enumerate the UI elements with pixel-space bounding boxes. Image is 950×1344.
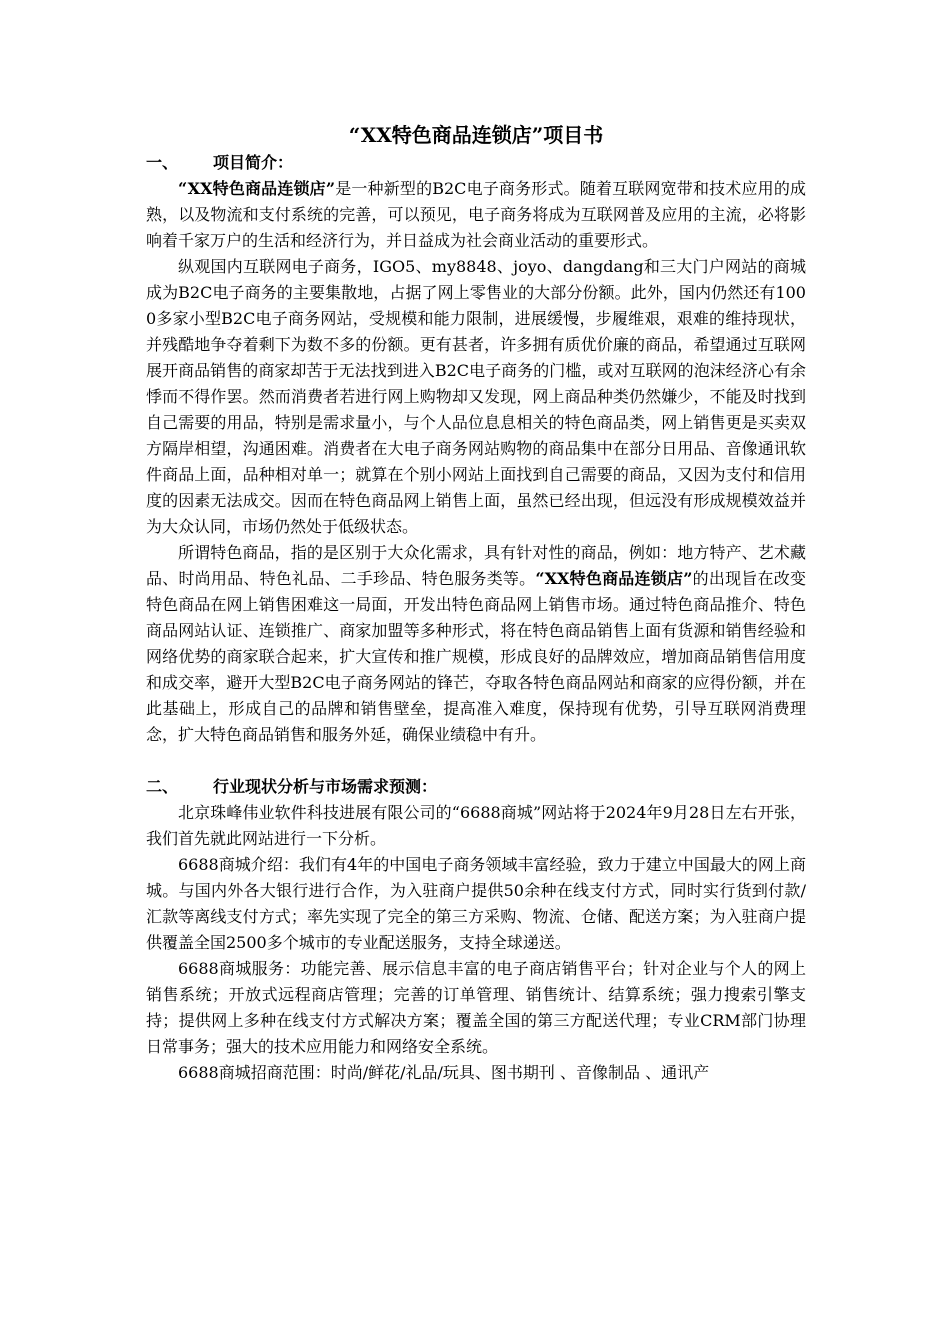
document-title: “XX特色商品连锁店”项目书	[348, 123, 604, 147]
paragraph-intro-3	[146, 540, 806, 748]
bold-store-name: “XX特色商品连锁店”	[178, 179, 336, 198]
section-title: 行业现状分析与市场需求预测：	[213, 777, 438, 796]
paragraph-intro-2: 纵观国内互联网电子商务，IGO5、my8848、joyo、dangdang和三大门户网站的商城成为B2C电子商务的主要集散地，占据了网上零售业的大部分份额。此外，国内仍然还有1000多家小型B2C电子商务网站，受规模和能力限制，进展缓慢，步履维艰，艰难的维持现状，并残酷地争夺着剩下为数不多的份额。更有甚者，许多拥有质优价廉的商品，希望通过互联网展开商品销售的商家却苦于无法找到进入B2C电子商务的门槛，或对互联网的泡沫经济心有余悸而不得作罢。然而消费者若进行网上购物却又发现，网上商品种类仍然嫌少，不能及时找到自己需要的用品，特别是需求量小，与个人品位息息相关的特色商品类，网上销售更是买卖双方隔岸相望，沟通困难。消费者在大电子商务网站购物的商品集中在部分日用品、音像通讯软件商品上面，品种相对单一；就算在个别小网站上面找到自己需要的商品，又因为支付和信用度的因素无法成交。因而在特色商品网上销售上面，虽然已经出现，但远没有形成规模效益并为大众认同，市场仍然处于低级状态。	[146, 257, 806, 536]
section-title: 项目简介：	[213, 153, 294, 172]
paragraph-text: 所谓特色商品，指的是区别于大众化需求，具有针对性的商品，例如：地方特产、艺术藏品、时尚用品、特色礼品、二手珍品、特色服务类等。	[146, 543, 806, 588]
paragraph-intro-1	[146, 176, 806, 254]
section-heading-industry-analysis	[146, 774, 806, 800]
section-heading-introduction	[146, 150, 806, 176]
paragraph-analysis-4: 6688商城招商范围：时尚/鲜花/礼品/玩具、图书期刊 、音像制品 、通讯产	[178, 1063, 710, 1082]
paragraph-text: 的出现旨在改变特色商品在网上销售困难这一局面，开发出特色商品网上销售市场。通过特色商品推介、特色商品网站认证、连锁推广、商家加盟等多种形式，将在特色商品销售上面有货源和销售经验和网络优势的商家联合起来，扩大宣传和推广规模，形成良好的品牌效应，增加商品销售信用度和成交率，避开大型B2C电子商务网站的锋芒，夺取各特色商品网站和商家的应得份额，并在此基础上，形成自己的品牌和销售壁垒，提高准入难度，保持现有优势，引导互联网消费理念，扩大特色商品销售和服务外延，确保业绩稳中有升。	[146, 569, 806, 744]
paragraph-analysis-2: 6688商城介绍：我们有4年的中国电子商务领域丰富经验，致力于建立中国最大的网上商城。与国内外各大银行进行合作，为入驻商户提供50余种在线支付方式，同时实行货到付款/汇款等离线支付方式；率先实现了完全的第三方采购、物流、仓储、配送方案；为入驻商户提供覆盖全国2500多个城市的专业配送服务，支持全球递送。	[146, 855, 806, 952]
section-number: 一、	[146, 153, 179, 172]
section-number: 二、	[146, 777, 179, 796]
paragraph-analysis-1: 北京珠峰伟业软件科技进展有限公司的“6688商城”网站将于2024年9月28日左右开张，我们首先就此网站进行一下分析。	[146, 803, 806, 848]
bold-store-name: “XX特色商品连锁店”	[535, 569, 693, 588]
blank-line	[146, 748, 806, 774]
document-page	[146, 120, 806, 1086]
paragraph-analysis-3: 6688商城服务：功能完善、展示信息丰富的电子商店销售平台；针对企业与个人的网上销售系统；开放式远程商店管理；完善的订单管理、销售统计、结算系统；强力搜索引擎支持；提供网上多种在线支付方式解决方案；覆盖全国的第三方配送代理；专业CRM部门协理日常事务；强大的技术应用能力和网络安全系统。	[146, 959, 806, 1056]
paragraph-text: 是一种新型的B2C电子商务形式。随着互联网宽带和技术应用的成熟，以及物流和支付系统的完善，可以预见，电子商务将成为互联网普及应用的主流，必将影响着千家万户的生活和经济行为，并日益成为社会商业活动的重要形式。	[146, 179, 806, 250]
